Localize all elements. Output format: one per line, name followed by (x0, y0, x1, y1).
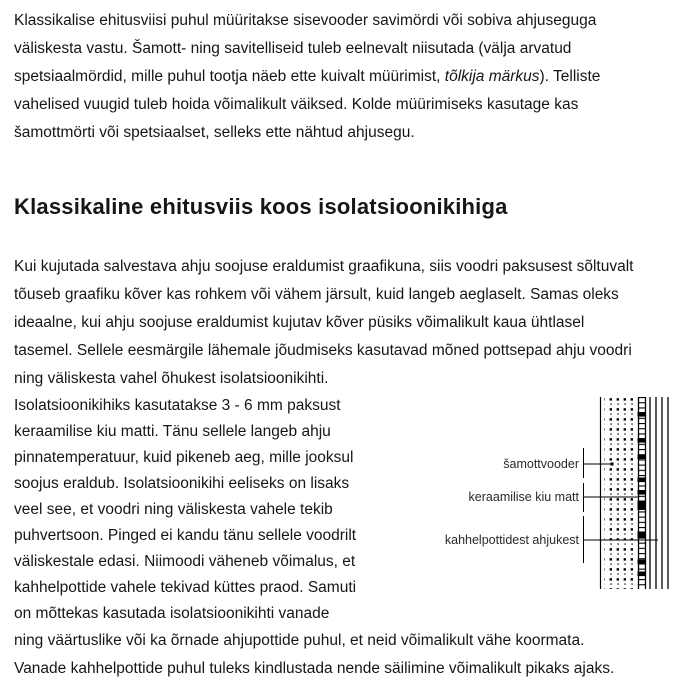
text-line: pinnatemperatuur, kuid pikeneb aeg, mille jooksul (14, 449, 354, 466)
text-line: tasemel. Sellele eesmärgile lähemale jõudmiseks kasutavad mõned pottsepad ahju voodri (14, 342, 632, 359)
body-paragraph (14, 253, 673, 393)
text-line: on mõttekas kasutada isolatsioonikihti vanade (14, 605, 330, 622)
figure-label-tile-shell: kahhelpottidest ahjukest (444, 533, 579, 547)
figure-label-chamotte-lining: šamottvooder (503, 457, 579, 471)
text-line: väliskesta vastu. Šamott- ning savitelliseid tuleb eelnevalt niisutada (välja arvatud (14, 40, 572, 57)
figure-text-block (14, 393, 673, 683)
section-heading: Klassikaline ehitusviis koos isolatsioonikihiga (14, 194, 508, 219)
text-line: Klassikalise ehitusviisi puhul müüritakse sisevooder savimördi või sobiva ahjuseguga (14, 12, 597, 29)
cross-section-diagram (433, 397, 673, 589)
text-segment: ). Telliste (539, 68, 601, 85)
text-line: Isolatsioonikihiks kasutatakse 3 - 6 mm paksust (14, 397, 341, 414)
translator-note-italic: tõlkija märkus (444, 68, 540, 85)
leader-tip-dot (611, 463, 614, 466)
text-line: tõuseb graafiku kõver kas rohkem või vähem järsult, kuid langeb aeglaselt. Samas oleks (14, 286, 619, 303)
text-line: vahelised vuugid tuleb hoida võimalikult väiksed. Kolde müürimiseks kasutage kas (14, 96, 579, 113)
text-line: veel see, et voodri ning väliskesta vahele tekib (14, 501, 333, 518)
text-line: Vanade kahhelpottide puhul tuleks kindlustada nende säilimine võimalikult pikaks ajaks. (14, 660, 615, 677)
text-segment: spetsiaalmördid, mille puhul tootja näeb ette kuivalt müürimist, (14, 68, 445, 85)
full-width-lines (14, 627, 673, 683)
figure-label-ceramic-fiber-mat: keraamilise kiu matt (468, 490, 579, 504)
ceramic-fiber-mat-hatch (638, 397, 647, 589)
text-line (14, 63, 673, 91)
text-line: soojus eraldub. Isolatsioonikihi eeliseks on lisaks (14, 475, 350, 492)
stove-cross-section-figure (433, 397, 673, 589)
text-line: Kui kujutada salvestava ahju soojuse eraldumist graafikuna, siis voodri paksusest sõltuvalt (14, 258, 634, 275)
intro-paragraph (14, 7, 673, 147)
tile-shell-lines (650, 397, 668, 589)
text-line: ning väliskesta vahel õhukest isolatsioonikihti. (14, 370, 329, 387)
text-line: šamottmörti või spetsiaalset, selleks ette nähtud ahjusegu. (14, 124, 415, 141)
text-line: kahhelpottide vahele tekivad küttes praod. Samuti (14, 579, 357, 596)
chamotte-lining-hatch (601, 397, 636, 589)
text-line: ning väärtuslike või ka õrnade ahjupottide puhul, et neid võimalikult vähe koormata. (14, 632, 585, 649)
text-line: keraamilise kiu matti. Tänu sellele langeb ahju (14, 423, 331, 440)
text-line: ideaalne, kui ahju soojuse eraldumist kujutav kõver püsiks võimalikult kaua ühtlasel (14, 314, 585, 331)
text-line: väliskestale edasi. Niimoodi väheneb võimalus, et (14, 553, 356, 570)
text-line: puhvertsoon. Pinged ei kandu tänu sellele voodrilt (14, 527, 357, 544)
